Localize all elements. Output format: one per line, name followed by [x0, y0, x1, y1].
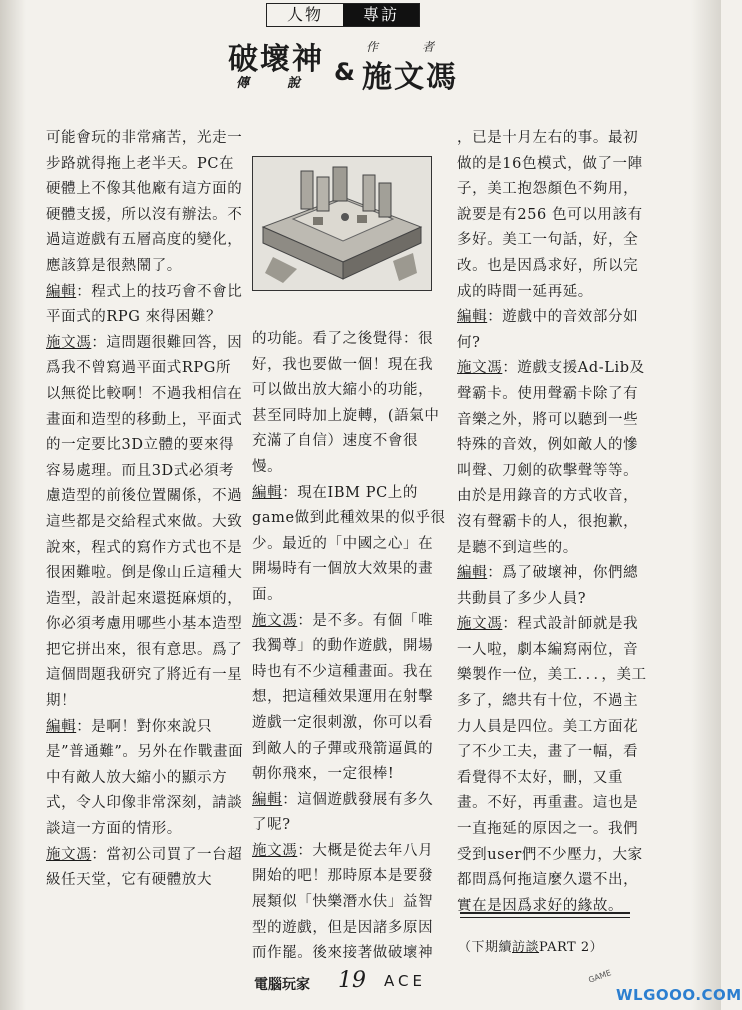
- paragraph: 施文馮：是不多。有個「唯我獨尊」的動作遊戲，開場時也有不少這種畫面。我在想，把這種效果運用在射擊遊戲一定很刺激，你可以看到敵人的子彈或飛箭逼眞的朝你飛來，一定很棒!: [252, 612, 434, 783]
- paragraph: ，已是十月左右的事。最初做的是16色模式，做了一陣子，美工抱怨顏色不夠用，說要是有256 色可以用該有多好。美工一句話，好，全改。也是因爲求好，所以完成的時間一延再延。: [457, 130, 643, 300]
- article-title-main: 破壞神: [228, 42, 324, 77]
- paragraph: 編輯：爲了破壞神，你們總共動員了多少人員?: [457, 565, 639, 607]
- paragraph: 施文馮：程式設計師就是我一人啦，劇本編寫兩位，音樂製作一位，美工．．．，美工多了，總共有十位，不過主力人員是四位。美工方面花了不少工夫，畫了一幅，看看覺得不太好，刪，又重畫。不好，再重畫。這也是一直拖延的原因之一。我們受到user們不少壓力，大家都問爲何拖這麼久還不出，實在是因爲求好的緣故。: [457, 616, 647, 914]
- speaker-label: 施文馮: [252, 612, 298, 629]
- speaker-label: 施文馮: [252, 842, 298, 859]
- speaker-label: 施文馮: [46, 334, 92, 351]
- paragraph: 施文馮：這問題很難回答，因爲我不曾寫過平面式RPG所以無從比較啊！不過我相信在畫面和造型的移動上，平面式的一定要比3D立體的要來得容易處理。而且3D式必須考慮造型的前後位置關係，不過這些都是交給程式來做。大致說來，程式的寫作方式也不是很困難啦。倒是像山丘這種大造型，設計起來還挺麻煩的，你必須考慮用哪些小基本造型把它拼出來，很有意思。爲了這個問題我研究了將近有一星期！: [46, 334, 243, 710]
- footer-ace: ACE: [384, 972, 426, 990]
- magazine-name: 電腦玩家: [254, 977, 310, 993]
- continued-next-issue: （下期續訪談PART 2）: [458, 940, 604, 955]
- paragraph: 編輯：遊戲中的音效部分如何?: [457, 309, 639, 351]
- text-column-1: [46, 126, 246, 894]
- article-title-author-name: 施文馮: [362, 60, 458, 95]
- page-number: 19: [338, 968, 366, 993]
- watermark-logo-text: WLGOOO.COM: [616, 986, 742, 1004]
- isometric-castle-illustration: [253, 157, 431, 290]
- paragraph: 施文馮：遊戲支援Ad-Lib及聲霸卡。使用聲霸卡除了有音樂之外，將可以聽到一些特殊的音效，例如敵人的慘叫聲、刀劍的砍擊聲等等。由於是用錄音的方式收音，沒有聲霸卡的人，很抱歉，是聽不到這些的。: [457, 360, 645, 556]
- watermark-badge: GAME: [587, 968, 613, 985]
- paragraph: 編輯：這個遊戲發展有多久了呢?: [252, 791, 434, 834]
- section-header: [266, 3, 420, 27]
- paragraph: 施文馮：當初公司買了一台超級任天堂，它有硬體放大: [46, 846, 243, 889]
- speaker-label: 編輯: [46, 283, 77, 300]
- page-shadow-left: [0, 0, 26, 1010]
- article-title-author-label: 作者: [366, 40, 479, 54]
- paragraph: 編輯：是啊！對你來說只是”普通難”。另外在作戰畫面中有敵人放大縮小的顯示方式，令人印像非常深刻，請談談這一方面的情形。: [46, 718, 244, 838]
- speaker-label: 編輯: [252, 484, 283, 501]
- paragraph: 編輯：程式上的技巧會不會比平面式的RPG 來得困難？: [46, 283, 243, 326]
- text-column-2: [252, 327, 448, 967]
- page-shadow-right: [691, 0, 721, 1010]
- speaker-label: 施文馮: [46, 846, 92, 863]
- paragraph: 施文馮：大概是從去年八月開始的吧！那時原本是要發展類似「快樂潛水伕」益智型的遊戲，但是因諸多原因而作罷。後來接著做破壞神: [252, 842, 434, 962]
- section-divider: [460, 912, 630, 918]
- speaker-label: 編輯: [457, 565, 488, 582]
- section-label-left: 人物: [267, 4, 343, 26]
- article-title-ampersand: &: [334, 58, 355, 86]
- speaker-label: 編輯: [457, 309, 488, 326]
- speaker-label: 編輯: [252, 791, 283, 808]
- paragraph: 的功能。看了之後覺得：很好，我也要做一個！現在我可以做出放大縮小的功能，甚至同時加上旋轉，(語氣中充滿了自信）速度不會很慢。: [252, 331, 440, 475]
- speaker-label: 施文馮: [457, 360, 503, 377]
- text-column-3: [457, 126, 647, 919]
- paragraph: 編輯：現在IBM PC上的game做到此種效果的似乎很少。最近的「中國之心」在開場時有一個放大效果的畫面。: [252, 484, 446, 603]
- speaker-label: 施文馮: [457, 616, 503, 633]
- game-screenshot-figure: [252, 156, 432, 291]
- speaker-label: 編輯: [46, 718, 77, 735]
- section-label-right: 專訪: [343, 4, 419, 26]
- paragraph: 可能會玩的非常痛苦，光走一步路就得拖上老半天。PC在硬體上不像其他廠有這方面的硬體支援，所以沒有辦法。不過這遊戲有五層高度的變化，應該算是很熱鬧了。: [46, 130, 243, 274]
- article-title-sub: 傳說: [236, 76, 339, 91]
